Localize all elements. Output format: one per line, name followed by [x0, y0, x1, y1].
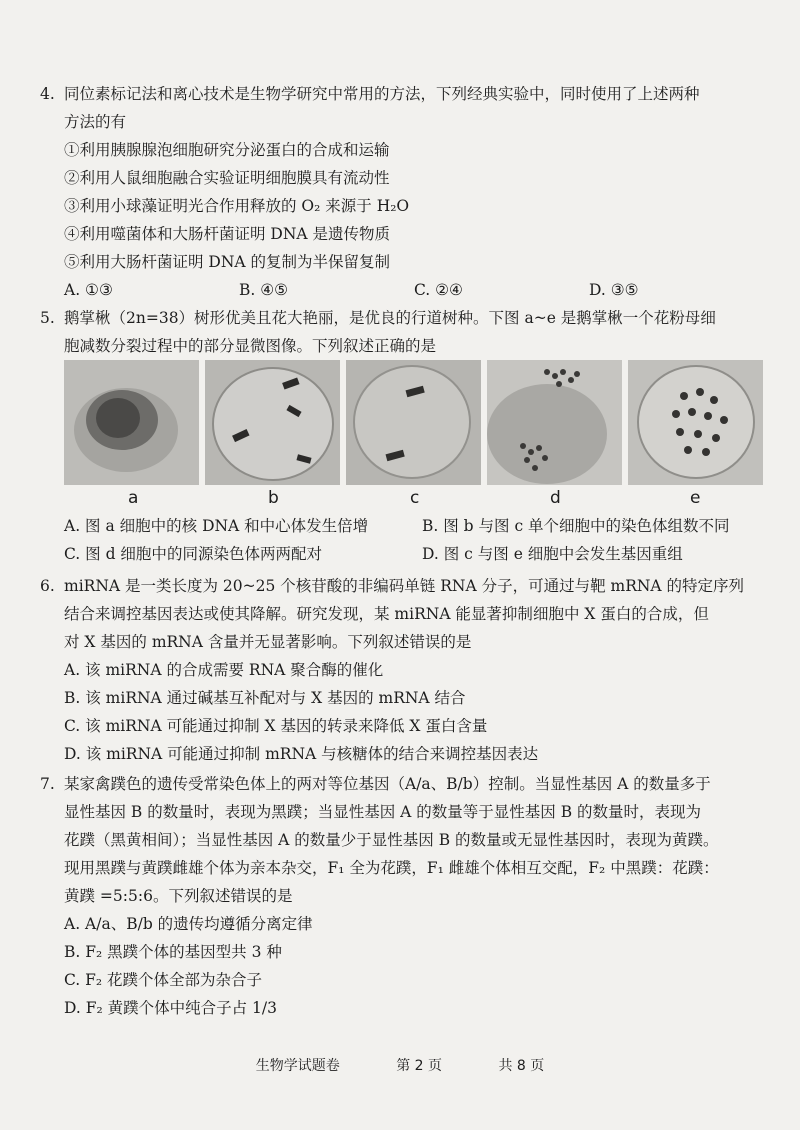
question-stem-cont: 胞减数分裂过程中的部分显微图像。下列叙述正确的是	[64, 337, 437, 355]
option-c: C. ②④	[414, 281, 463, 299]
micrograph-b	[205, 360, 340, 485]
footer-page: 第 2 页	[396, 1058, 442, 1074]
option-d: D. 图 c 与图 e 细胞中会发生基因重组	[422, 545, 683, 563]
figure-label-b: b	[268, 488, 279, 508]
micrograph-d	[487, 360, 622, 485]
option-b: B. ④⑤	[239, 281, 289, 299]
option-a: A. 该 miRNA 的合成需要 RNA 聚合酶的催化	[64, 661, 384, 679]
question-number: 4.	[40, 85, 55, 103]
option-c: C. 该 miRNA 可能通过抑制 X 基因的转录来降低 X 蛋白含量	[64, 717, 488, 735]
question-stem-cont: 对 X 基因的 mRNA 含量并无显著影响。下列叙述错误的是	[64, 633, 472, 651]
question-5	[40, 304, 780, 360]
question-stem-cont: 现用黑蹼与黄蹼雌雄个体为亲本杂交，F₁ 全为花蹼，F₁ 雌雄个体相互交配，F₂ 中黑蹼：花蹼：	[64, 859, 719, 877]
question-stem-cont: 黄蹼 =5:5:6。下列叙述错误的是	[64, 887, 293, 905]
option-b: B. 该 miRNA 通过碱基互补配对与 X 基因的 mRNA 结合	[64, 689, 466, 707]
micrograph-e	[628, 360, 763, 485]
statement-4: ④利用噬菌体和大肠杆菌证明 DNA 是遗传物质	[64, 225, 391, 243]
question-stem-cont: 花蹼（黑黄相间）；当显性基因 A 的数量少于显性基因 B 的数量或无显性基因时，表现为黄蹼。	[64, 831, 719, 849]
question-number: 6.	[40, 577, 55, 595]
option-a: A. ①③	[64, 281, 113, 299]
question-stem-cont: 结合来调控基因表达或使其降解。研究发现，某 miRNA 能显著抑制细胞中 X 蛋白的合成，但	[64, 605, 709, 623]
question-number: 7.	[40, 775, 55, 793]
option-c: C. F₂ 花蹼个体全部为杂合子	[64, 971, 263, 989]
question-7	[40, 770, 780, 1022]
micrograph-c	[346, 360, 481, 485]
options-row	[40, 276, 780, 304]
statement-1: ①利用胰腺腺泡细胞研究分泌蛋白的合成和运输	[64, 141, 390, 159]
page-footer	[0, 1055, 800, 1075]
statement-5: ⑤利用大肠杆菌证明 DNA 的复制为半保留复制	[64, 253, 391, 271]
footer-subject: 生物学试题卷	[255, 1058, 340, 1074]
figure-label-a: a	[128, 488, 139, 508]
option-b: B. 图 b 与图 c 单个细胞中的染色体组数不同	[422, 517, 730, 535]
option-c: C. 图 d 细胞中的同源染色体两两配对	[64, 545, 322, 563]
option-b: B. F₂ 黑蹼个体的基因型共 3 种	[64, 943, 282, 961]
question-4	[40, 80, 780, 304]
question-5-options	[40, 512, 780, 568]
question-stem: 鹅掌楸（2n=38）树形优美且花大艳丽，是优良的行道树种。下图 a~e 是鹅掌楸一个花粉母细	[64, 309, 716, 327]
figure-label-c: c	[410, 488, 420, 508]
figure-label-d: d	[550, 488, 561, 508]
micrograph-row	[64, 360, 764, 505]
footer-total: 共 8 页	[498, 1058, 545, 1074]
question-stem: miRNA 是一类长度为 20~25 个核苷酸的非编码单链 RNA 分子，可通过与靶 mRNA 的特定序列	[64, 577, 745, 595]
statement-2: ②利用人鼠细胞融合实验证明细胞膜具有流动性	[64, 169, 390, 187]
option-d: D. ③⑤	[589, 281, 639, 299]
option-d: D. 该 miRNA 可能通过抑制 mRNA 与核糖体的结合来调控基因表达	[64, 745, 539, 763]
option-d: D. F₂ 黄蹼个体中纯合子占 1/3	[64, 999, 277, 1017]
statement-3: ③利用小球藻证明光合作用释放的 O₂ 来源于 H₂O	[64, 197, 410, 215]
figure-label-e: e	[690, 488, 701, 508]
question-stem: 同位素标记法和离心技术是生物学研究中常用的方法，下列经典实验中，同时使用了上述两种	[64, 85, 700, 103]
option-a: A. 图 a 细胞中的核 DNA 和中心体发生倍增	[64, 517, 369, 535]
question-stem-cont: 方法的有	[64, 113, 127, 131]
question-number: 5.	[40, 309, 55, 327]
micrograph-a	[64, 360, 199, 485]
question-6	[40, 572, 780, 768]
option-a: A. A/a、B/b 的遗传均遵循分离定律	[64, 915, 313, 933]
question-stem: 某家禽蹼色的遗传受常染色体上的两对等位基因（A/a、B/b）控制。当显性基因 A 的数量多于	[64, 775, 711, 793]
question-stem-cont: 显性基因 B 的数量时，表现为黑蹼；当显性基因 A 的数量等于显性基因 B 的数量时，表现为	[64, 803, 702, 821]
